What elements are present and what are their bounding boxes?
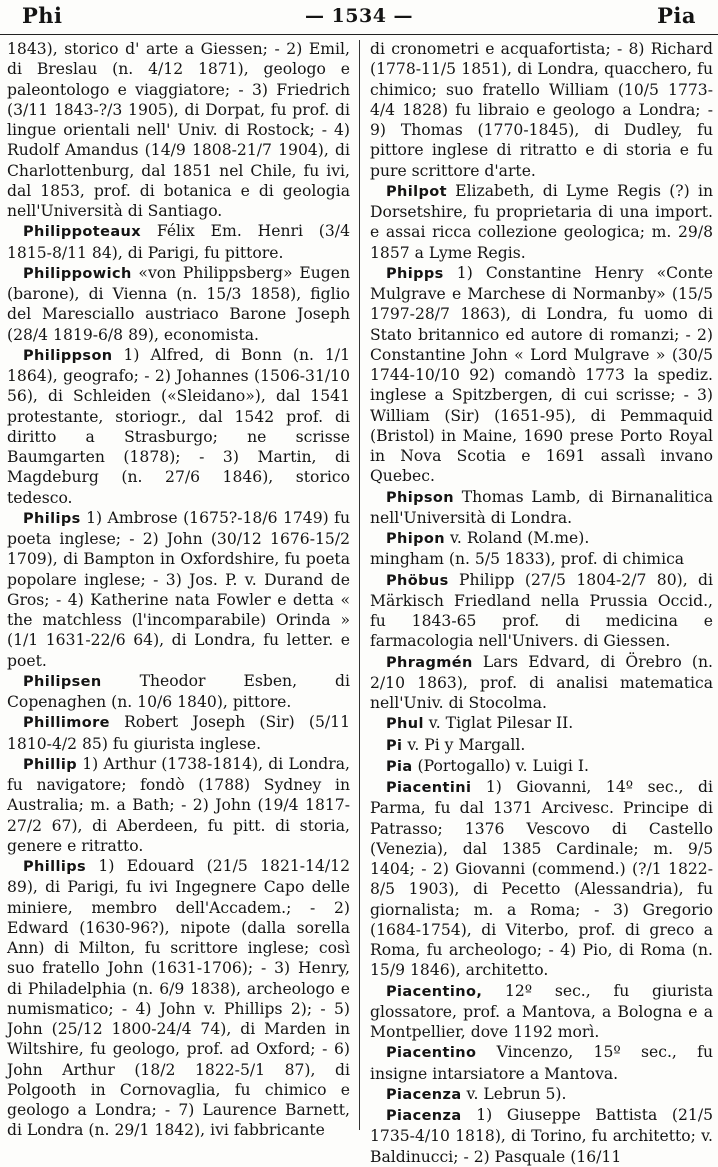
entry-text: 1) Arthur (1738-1814), di Londra, fu navigatore; fondò (1788) Sydney in Australia; m. a Bath; - 2) John (19/4 1817-27/2 67), di Aberdeen, fu pitt. di storia, genere e ritratto. <box>7 754 350 855</box>
dictionary-entry <box>7 712 350 754</box>
entry-text: «von Philippsberg» Eugen (barone), di Vienna (n. 15/3 1858), figlio del Maresciallo austriaco Barone Joseph (28/4 1819-6/8 89), economista. <box>7 263 350 344</box>
dictionary-entry <box>7 345 350 508</box>
entry-headword: Phillip <box>23 756 78 773</box>
dictionary-entry <box>370 981 713 1043</box>
entry-headword: Piacentini <box>386 780 472 796</box>
dictionary-entry <box>7 754 350 856</box>
entry-text: Vincenzo, 15º sec., fu insigne intarsiatore a Mantova. <box>370 1043 713 1083</box>
entry-text: Theodor Esben, di Copenaghen (n. 10/6 1840), pittore. <box>7 671 350 711</box>
dictionary-entry <box>370 713 713 734</box>
entry-headword: Phipon <box>386 531 445 547</box>
page-header <box>0 0 718 35</box>
entry-text: 1) Giuseppe Battista (21/5 1735-4/10 1818), di Torino, fu architetto; v. Baldinucci; - 2) Pasquale (16/11 <box>370 1106 713 1166</box>
dictionary-entry <box>370 1084 713 1105</box>
entry-headword: Piacentino <box>386 1045 477 1062</box>
right-column <box>370 39 713 1167</box>
entry-headword: Pi <box>386 737 403 754</box>
entry-text: 12º sec., fu giurista glossatore, prof. a Mantova, a Bologna e a Montpellier, dove 1192 morì. <box>370 981 713 1041</box>
entry-headword: Phöbus <box>386 572 449 589</box>
entry-headword: Phipps <box>386 265 444 282</box>
dictionary-entry <box>370 735 713 756</box>
entry-text: v. Lebrun 5). <box>461 1084 567 1103</box>
entry-text: 1843), storico d' arte a Giessen; - 2) Emil, di Breslau (n. 4/12 1871), geologo e paleontologo e viaggiatore; - 3) Friedrich (3/11 1843-?/3 1905), di Dorpat, fu prof. di lingue orientali nell' Univ. di Rostock; - 4) Rudolf Amandus (14/9 1808-21/7 1904), di Charlottenburg, dal 1851 nel Chile, fu ivi, dal 1853, prof. di botanica e di geologia nell'Università di Santiago. <box>7 40 350 220</box>
entry-headword: Philippowich <box>23 265 132 282</box>
entry-text: 1) Alfred, di Bonn (n. 1/1 1864), geografo; - 2) Johannes (1506-31/10 56), di Schleiden («Sleidano»), dal 1541 protestante, storiogr., dal 1542 prof. di diritto a Strasburgo; ne scrisse Baumgarten (1878); - 3) Martin, di Magdeburg (n. 27/6 1846), storico tedesco. <box>7 345 350 507</box>
entry-headword: Phul <box>386 716 424 733</box>
entry-headword: Philippson <box>23 347 113 364</box>
entry-text: 1) Constantine Henry «Conte Mulgrave e Marchese di Normanby» (15/5 1797-28/7 1863), di Londra, fu uomo di Stato britannico ed autore di romanzi; - 2) Constantine John « Lord Mulgrave » (30/5 1744-10/10 92) comandò 1773 la spediz. inglese a Spitzbergen, di cui scrisse; - 3) William (Sir) (1651-95), di Pemmaquid (Bristol) in Maine, 1690 prese Porto Royal in Nova Scotia e 1691 assalì invano Quebec. <box>370 263 713 486</box>
entry-text: Robert Joseph (Sir) (5/11 1810-4/2 85) fu giurista inglese. <box>7 713 350 753</box>
entry-text: di cronometri e acquafortista; - 8) Richard (1778-11/5 1851), di Londra, quacchero, fu chimico; suo fratello William (10/5 1773-4/4 1828) fu libraio e geologo a Londra; - 9) Thomas (1770-1845), di Dudley, fu pittore inglese di ritratto e di storia e fu pure scrittore d'arte. <box>370 40 713 180</box>
entry-text: Elizabeth, di Lyme Regis (?) in Dorsetshire, fu proprietaria di una import. e assai ricca collezione geologica; m. 29/8 1857 a Lyme Regis. <box>370 181 713 262</box>
entry-headword: Philips <box>23 510 81 527</box>
entry-text: Lars Edvard, di Örebro (n. 2/10 1863), prof. di analisi matematica nell'Univ. di Stocolma. <box>370 652 713 712</box>
entry-headword: Phillips <box>23 859 87 875</box>
entry-headword: Piacentino, <box>386 983 483 1000</box>
entry-headword: Pia <box>386 758 413 775</box>
dictionary-entry <box>370 181 713 263</box>
entry-text: v. Roland (M.me). <box>444 529 590 547</box>
left-column <box>7 39 350 1141</box>
entry-text: Félix Em. Henri (3/4 1815-8/11 84), di Parigi, fu pittore. <box>7 222 350 262</box>
dictionary-entry <box>7 39 350 221</box>
entry-headword: Philpot <box>386 183 447 200</box>
entry-text: mingham (n. 5/5 1833), prof. di chimica <box>370 550 685 569</box>
column-divider <box>359 40 360 1130</box>
dictionary-entry <box>7 508 350 671</box>
dictionary-entry <box>370 1042 713 1084</box>
page-number: — 1534 — <box>304 5 414 27</box>
entry-text: Philipp (27/5 1804-2/7 80), di Märkisch Friedland nella Prussia Occid., fu 1843-65 prof. di medicina e farmacologia nell'Univers. di Giessen. <box>370 570 713 651</box>
entry-headword: Philipsen <box>23 673 102 690</box>
dictionary-entry <box>370 756 713 777</box>
entry-headword: Piacenza <box>386 1108 462 1124</box>
dictionary-entry <box>370 570 713 652</box>
dictionary-entry <box>370 528 713 549</box>
entry-headword: Phillimore <box>23 715 110 732</box>
dictionary-entry <box>370 549 713 569</box>
dictionary-entry <box>7 221 350 263</box>
header-right-guide-word: Pia <box>657 3 696 28</box>
entry-text: Thomas Lamb, di Birnanalitica nell'Università di Londra. <box>370 487 713 527</box>
entry-headword: Phipson <box>386 489 455 506</box>
dictionary-entry <box>370 39 713 181</box>
dictionary-entry <box>7 671 350 713</box>
entry-text: 1) Giovanni, 14º sec., di Parma, fu dal 1371 Arcivesc. Principe di Patrasso; 1376 Vescovo di Castello (Venezia), dal 1385 Cardinale; m. 9/5 1404; - 2) Giovanni (commend.) (?/1 1822-8/5 1903), di Pecetto (Alessandria), fu giornalista; m. a Roma; - 3) Gregorio (1684-1754), di Viterbo, prof. di greco a Roma, fu archeologo; - 4) Pio, di Roma (n. 15/9 1846), architetto. <box>370 778 713 980</box>
entry-text: 1) Ambrose (1675?-18/6 1749) fu poeta inglese; - 2) John (30/12 1676-15/2 1709), di Bampton in Oxfordshire, fu poeta popolare inglese; - 3) Jos. P. v. Durand de Gros; - 4) Katherine nata Fowler e detta « the matchless (l'incomparabile) Orinda » (1/1 1631-22/6 64), di Londra, fu letter. e poet. <box>7 508 350 670</box>
entry-headword: Philippoteaux <box>23 224 142 241</box>
dictionary-entry <box>7 856 350 1141</box>
header-left-guide-word: Phi <box>22 3 63 28</box>
dictionary-entry <box>370 652 713 714</box>
dictionary-entry <box>7 263 350 345</box>
dictionary-entry <box>370 487 713 529</box>
entry-text: v. Pi y Margall. <box>402 735 526 754</box>
dictionary-entry <box>370 263 713 487</box>
dictionary-entry <box>370 777 713 981</box>
entry-text: (Portogallo) v. Luigi I. <box>412 756 589 775</box>
dictionary-entry <box>370 1105 713 1167</box>
entry-headword: Phragmén <box>386 654 473 671</box>
entry-text: 1) Edouard (21/5 1821-14/12 89), di Parigi, fu ivi Ingegnere Capo delle miniere, membro dell'Accadem.; - 2) Edward (1630-96?), nipote (dalla sorella Ann) di Milton, fu scrittore inglese; così suo fratello John (1631-1706); - 3) Henry, di Philadelphia (n. 6/9 1838), archeologo e numismatico; - 4) John v. Phillips 2); - 5) John (25/12 1800-24/4 74), di Marden in Wiltshire, fu geologo, prof. ad Oxford; - 6) John Arthur (18/2 1822-5/1 87), di Polgooth in Cornovaglia, fu chimico e geologo a Londra; - 7) Laurence Barnett, di Londra (n. 29/1 1842), ivi fabbricante <box>7 857 350 1140</box>
entry-headword: Piacenza <box>386 1086 462 1103</box>
entry-text: v. Tiglat Pilesar II. <box>423 714 574 733</box>
